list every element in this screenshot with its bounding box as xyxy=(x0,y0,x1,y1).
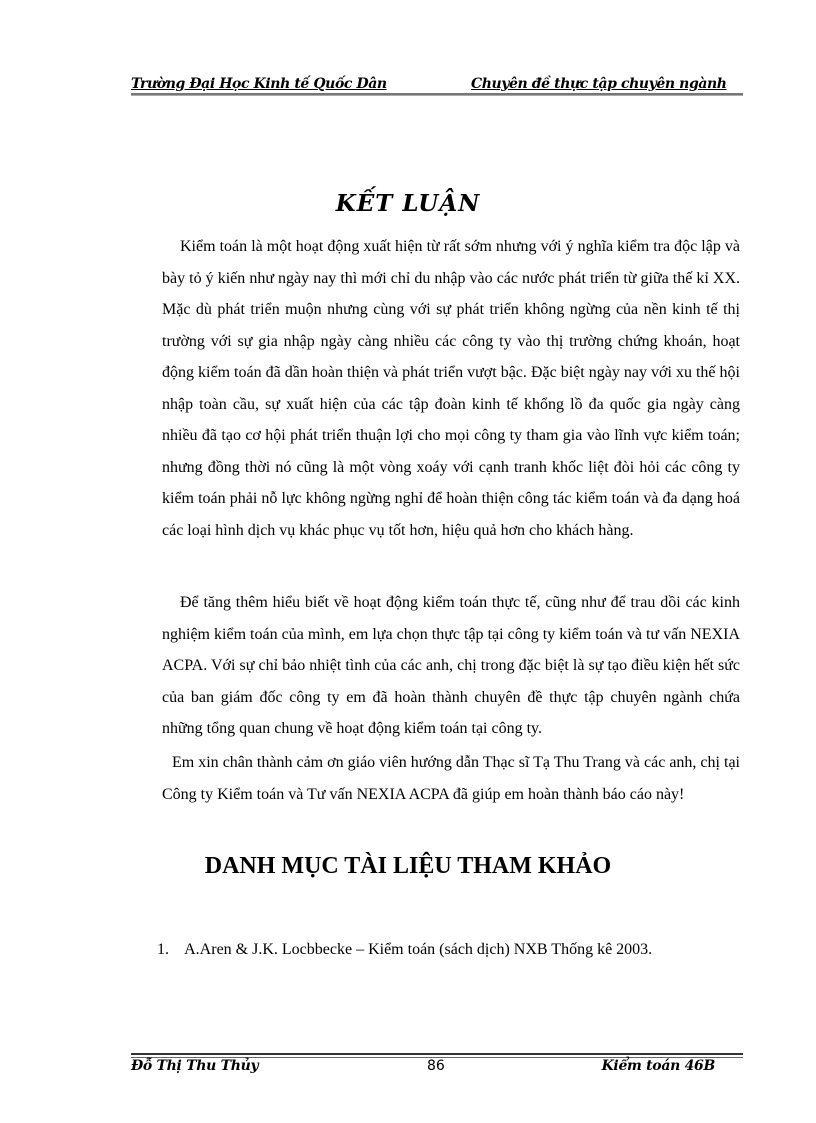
header-university: Trường Đại Học Kinh tế Quốc Dân xyxy=(131,76,387,92)
reference-number: 1. xyxy=(157,941,169,958)
references-heading: DANH MỤC TÀI LIỆU THAM KHẢO xyxy=(204,853,612,879)
page-footer xyxy=(131,1058,743,1078)
page-number: 86 xyxy=(427,1058,445,1074)
footer-class: Kiểm toán 46B xyxy=(601,1058,715,1074)
header-report-type: Chuyên đề thực tập chuyên ngành xyxy=(471,76,727,92)
footer-author: Đỗ Thị Thu Thủy xyxy=(131,1058,259,1074)
header-divider xyxy=(131,93,743,96)
section-title: KẾT LUẬN xyxy=(335,190,481,217)
footer-divider-thick xyxy=(131,1053,743,1055)
reference-text: A.Aren & J.K. Locbbecke – Kiểm toán (sách dịch) NXB Thống kê 2003. xyxy=(184,941,653,958)
reference-item xyxy=(157,941,652,959)
paragraph-intro: Kiểm toán là một hoạt động xuất hiện từ rất sớm nhưng với ý nghĩa kiểm tra độc lập và bày tỏ ý kiến như ngày nay thì mới chỉ du nhập vào các nước phát triển từ giữa thế kỉ XX. Mặc dù phát triển muộn nhưng cùng với sự phát triển không ngừng của nền kinh tế thị trường với sự gia nhập ngày càng nhiều các công ty vào thị trường chứng khoán, hoạt động kiểm toán đã dần hoàn thiện và phát triển vượt bậc. Đặc biệt ngày nay với xu thế hội nhập toàn cầu, sự xuất hiện của các tập đoàn kinh tế khổng lồ đa quốc gia ngày càng nhiều đã tạo cơ hội phát triển thuận lợi cho mọi công ty tham gia vào lĩnh vực kiểm toán; nhưng đồng thời nó cũng là một vòng xoáy với cạnh tranh khốc liệt đòi hỏi các công ty kiểm toán phải nỗ lực không ngừng nghỉ để hoàn thiện công tác kiểm toán và đa dạng hoá các loại hình dịch vụ khác phục vụ tốt hơn, hiệu quả hơn cho khách hàng. xyxy=(162,238,740,539)
paragraph-internship: Để tăng thêm hiểu biết về hoạt động kiểm toán thực tế, cũng như để trau dồi các kinh nghiệm kiểm toán của mình, em lựa chọn thực tập tại công ty kiểm toán và tư vấn NEXIA ACPA. Với sự chỉ bảo nhiệt tình của các anh, chị trong đặc biệt là sự tạo điều kiện hết sức của ban giám đốc công ty em đã hoàn thành chuyên đề thực tập chuyên ngành chứa những tổng quan chung về hoạt động kiểm toán tại công ty. xyxy=(162,594,740,737)
paragraph-thanks: Em xin chân thành cảm ơn giáo viên hướng dẫn Thạc sĩ Tạ Thu Trang và các anh, chị tại Công ty Kiểm toán và Tư vấn NEXIA ACPA đã giúp em hoàn thành báo cáo này! xyxy=(162,754,740,803)
